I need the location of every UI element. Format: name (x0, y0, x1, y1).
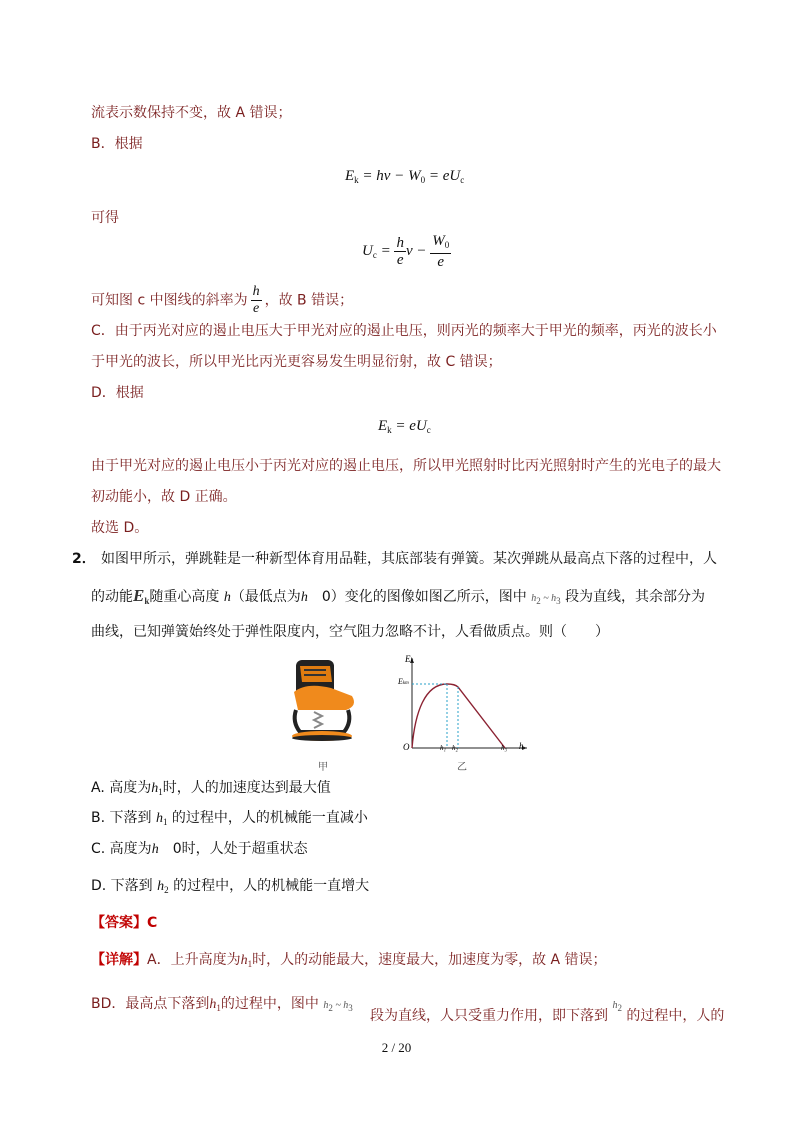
text-line: 于甲光的波长，所以甲光比丙光更容易发生明显衍射，故 C 错误； (91, 354, 502, 370)
tick-h3: h₃ (501, 744, 507, 752)
formula-photoelectric: $E_k = h\nu - W_0 = eU_c$ (345, 168, 465, 185)
option-c: C. 高度为h 0时，人处于超重状态 (91, 841, 308, 857)
question-number: 2． (72, 551, 96, 567)
option-d: D. 下落到 $h_2$ 的过程中，人的机械能一直增大 (91, 878, 370, 895)
detail-line: 【详解】A．上升高度为$h_1$时，人的动能最大，速度最大，加速度为零，故 A 错误； (91, 952, 607, 969)
answer-line: 【答案】C (91, 915, 158, 931)
text-line: 初动能小，故 D 正确。 (91, 489, 237, 505)
detail-line: 段为直线，人只受重力作用，即下落到 $^{h2}$ 的过程中，人的 (370, 1000, 725, 1024)
text-line: 流表示数保持不变，故 A 错误； (91, 105, 292, 121)
origin-label: O (403, 742, 410, 752)
jumping-shoe-image (286, 652, 366, 752)
y-axis-label: Ek (405, 654, 414, 664)
figure-caption-left: 甲 (318, 762, 328, 773)
text-line: D．根据 (91, 385, 144, 401)
question-text: 曲线，已知弹簧始终处于弹性限度内，空气阻力忽略不计，人看做质点。则（ ） (91, 624, 609, 640)
option-a: A. 高度为$h_1$时，人的加速度达到最大值 (91, 780, 331, 797)
x-axis-label: h (519, 741, 524, 751)
formula-kinetic-energy: $E_k = eU_c$ (378, 418, 431, 435)
text-line: 可得 (91, 210, 119, 226)
tick-h2: h₂ (452, 744, 458, 752)
formula-stopping-voltage: $U_c$ = $\frac{h}{e}$ ν − $\frac{W_0}{e}$ (362, 233, 450, 270)
detail-line: BD．最高点下落到$h_1$的过程中，图中 h2 ~ h3 (91, 996, 353, 1013)
text-line: C．由于丙光对应的遏止电压大于甲光对应的遏止电压，则丙光的频率大于甲光的频率，丙光的波长小 (91, 323, 717, 339)
tick-h1: h₁ (440, 744, 446, 752)
question-text: 如图甲所示，弹跳鞋是一种新型体育用品鞋，其底部装有弹簧。某次弹跳从最高点下落的过程中，人 (101, 551, 717, 567)
text-line: B．根据 (91, 136, 143, 152)
ek-h-graph (395, 652, 530, 767)
text-line: 故选 D。 (91, 520, 149, 536)
peak-label: Ekm (398, 677, 409, 686)
text-line: 由于甲光对应的遏止电压小于丙光对应的遏止电压，所以甲光照射时比丙光照射时产生的光电子的最大 (91, 458, 721, 474)
page-number: 2 / 20 (381, 1040, 412, 1055)
figure-caption-right: 乙 (457, 762, 467, 773)
text-line: 可知图 c 中图线的斜率为 $\frac{h}{e}$ ，故 B 错误； (91, 284, 354, 316)
question-text: 的动能$E_k$随重心高度 h（最低点为h 0）变化的图像如图乙所示，图中 h2 ~ h3 段为直线，其余部分为 (91, 586, 706, 606)
option-b: B. 下落到 $h_1$ 的过程中，人的机械能一直减小 (91, 810, 368, 827)
